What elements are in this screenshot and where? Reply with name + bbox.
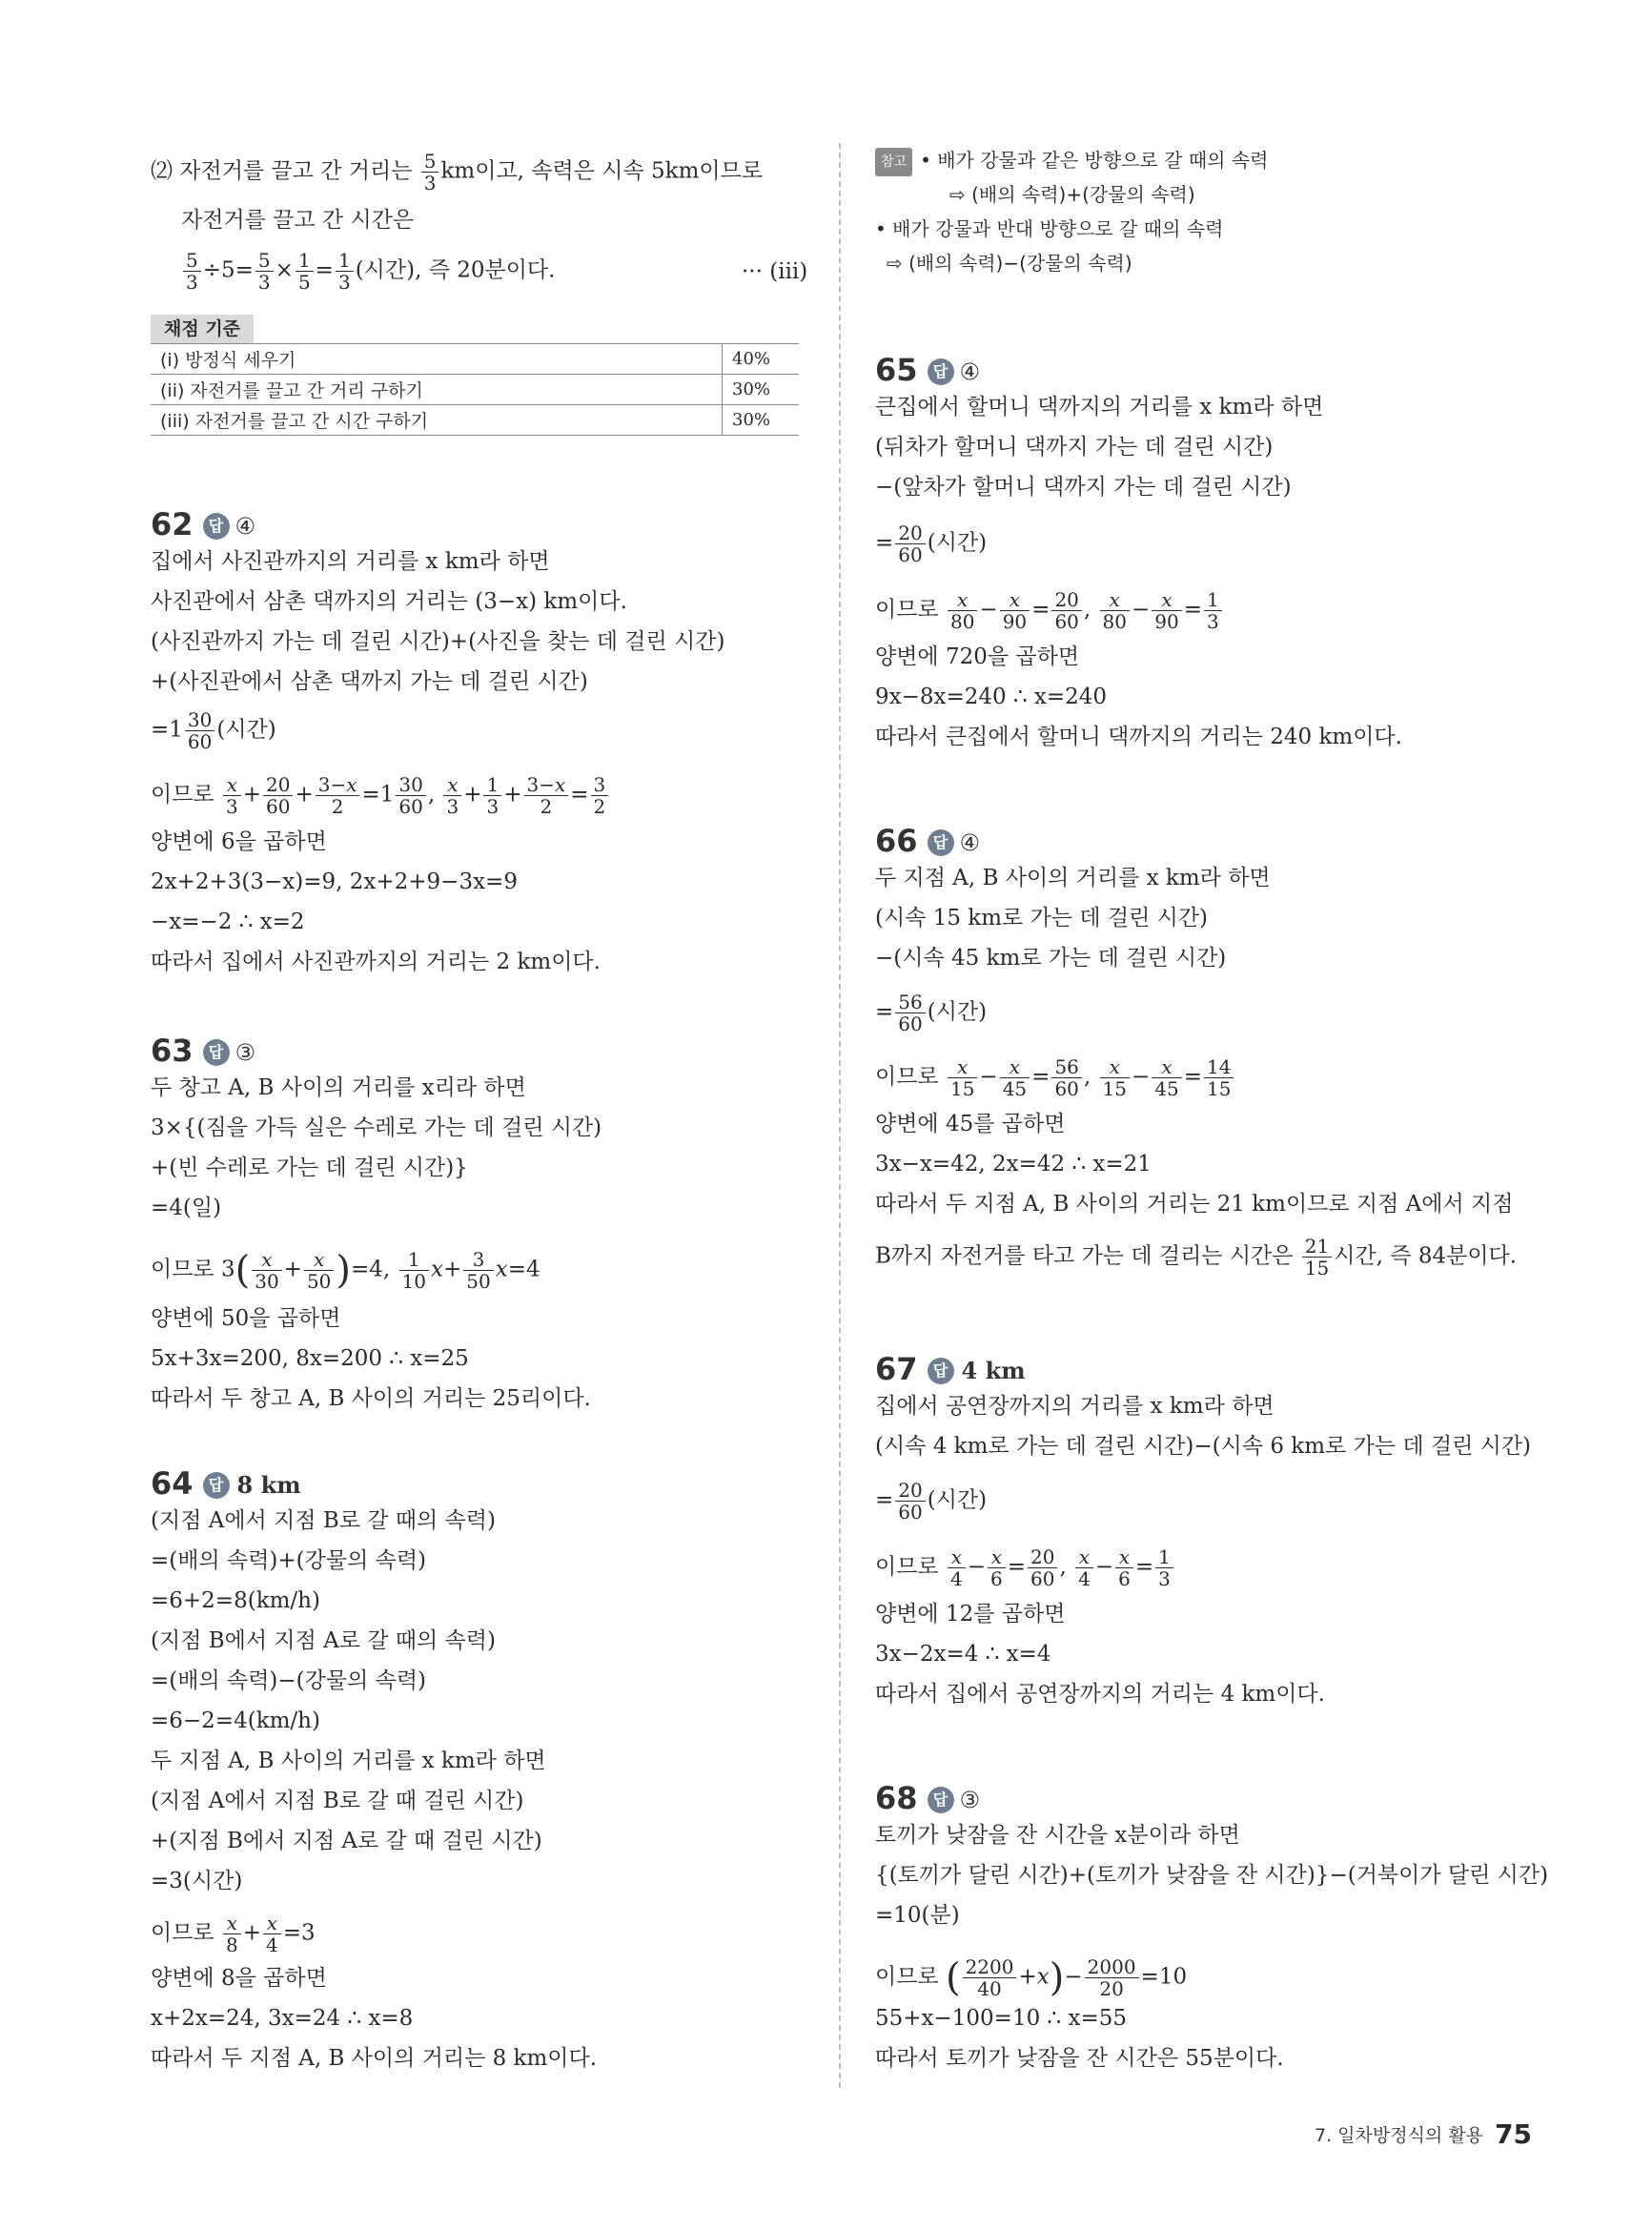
p64-line: =3(시간) <box>151 1869 243 1893</box>
sol61-line1: ⑵ 자전거를 끌고 간 거리는 $\frac{5}{3}$ km이고, 속력은 시속 5km이므로 <box>151 150 764 194</box>
p66-line: 두 지점 A, B 사이의 거리를 x km라 하면 <box>875 866 1271 890</box>
p65-line: 따라서 큰집에서 할머니 댁까지의 거리는 240 km이다. <box>875 725 1402 749</box>
p66-line: 3x−x=42, 2x=42 ∴ x=21 <box>875 1152 1152 1176</box>
p62-line: 양변에 6을 곱하면 <box>151 829 327 854</box>
p67-line: 따라서 집에서 공연장까지의 거리는 4 km이다. <box>875 1682 1325 1707</box>
p67-line: 집에서 공연장까지의 거리를 x km라 하면 <box>875 1394 1275 1419</box>
p65-line: −(앞차가 할머니 댁까지 가는 데 걸린 시간) <box>875 475 1292 500</box>
answer-badge: 답 <box>928 358 954 385</box>
answer-badge: 답 <box>928 1358 954 1384</box>
p62-line: +(사진관에서 삼촌 댁까지 가는 데 걸린 시간) <box>151 669 588 694</box>
table-row: (iii) 자전거를 끌고 간 시간 구하기 30% <box>151 405 799 436</box>
criteria-title: 채점 기준 <box>151 315 254 343</box>
p68-line: 따라서 토끼가 낮잠을 잔 시간은 55분이다. <box>875 2046 1284 2071</box>
problem-62-header: 62 답 ④ <box>151 506 256 542</box>
p63-line: =4(일) <box>151 1196 222 1220</box>
criteria-table <box>151 343 799 436</box>
p62-equation: 이므로 $\frac{x}{3}$ + $\frac{20}{60}$ + $\frac{3-x}{2}$ =1 $\frac{30}{60}$ , $\frac{x}{3}$ + $\frac{1}{3}$ + $\frac{3-x}{2}$ = $\frac{3}{2}$ <box>151 774 610 817</box>
p64-line: (지점 A에서 지점 B로 갈 때의 속력) <box>151 1508 496 1533</box>
page-footer <box>1315 2118 1532 2150</box>
p66-line: (시속 15 km로 가는 데 걸린 시간) <box>875 906 1209 931</box>
problem-67-header: 67 답 4 km <box>875 1351 1026 1387</box>
answer-badge: 답 <box>203 513 230 540</box>
sol61-line3: $\frac{5}{3}$ ÷5= $\frac{5}{3}$ × $\frac{1}{5}$ = $\frac{1}{3}$ (시간), 즉 20분이다. <box>181 250 555 293</box>
p65-line: = $\frac{20}{60}$ (시간) <box>875 522 988 566</box>
column-divider <box>839 143 841 2088</box>
note-line3: • 배가 강물과 반대 방향으로 갈 때의 속력 <box>875 217 1224 240</box>
p67-line: 양변에 12를 곱하면 <box>875 1602 1066 1626</box>
p64-line: +(지점 B에서 지점 A로 갈 때 걸린 시간) <box>151 1829 542 1853</box>
page-number: 75 <box>1495 2118 1532 2150</box>
p62-line: (사진관까지 가는 데 걸린 시간)+(사진을 찾는 데 걸린 시간) <box>151 629 725 654</box>
p64-line: =(배의 속력)−(강물의 속력) <box>151 1668 427 1693</box>
chapter-title: 7. 일차방정식의 활용 <box>1314 2125 1484 2146</box>
p63-line: 두 창고 A, B 사이의 거리를 x리라 하면 <box>151 1075 526 1100</box>
p64-line: 양변에 8을 곱하면 <box>151 1966 327 1991</box>
p64-equation: 이므로 $\frac{x}{8}$ + $\frac{x}{4}$ =3 <box>151 1912 316 1956</box>
problem-63-header: 63 답 ③ <box>151 1033 256 1069</box>
p65-line: 큰집에서 할머니 댁까지의 거리를 x km라 하면 <box>875 395 1324 419</box>
p66-line: = $\frac{56}{60}$ (시간) <box>875 991 988 1035</box>
p68-line: =10(분) <box>875 1903 960 1928</box>
p62-line: 집에서 사진관까지의 거리를 x km라 하면 <box>151 549 550 574</box>
sol61-step-mark: ··· (iii) <box>742 259 808 284</box>
p63-line: 3×{(짐을 가득 실은 수레로 가는 데 걸린 시간) <box>151 1115 602 1140</box>
table-row: (ii) 자전거를 끌고 간 거리 구하기 30% <box>151 375 799 405</box>
p68-equation: 이므로 ( $\frac{2200}{40}$ +x)− $\frac{2000}{20}$ =10 <box>875 1955 1188 2000</box>
note-badge: 참고 <box>875 148 912 176</box>
p62-line: =1 $\frac{30}{60}$ (시간) <box>151 708 276 753</box>
problem-65-header: 65 답 ④ <box>875 352 981 388</box>
note-line2: ⇨ (배의 속력)+(강물의 속력) <box>949 183 1195 206</box>
p62-line: 사진관에서 삼촌 댁까지의 거리는 (3−x) km이다. <box>151 589 627 614</box>
p64-line: x+2x=24, 3x=24 ∴ x=8 <box>151 2006 414 2031</box>
p68-line: 55+x−100=10 ∴ x=55 <box>875 2006 1127 2031</box>
p66-line: −(시속 45 km로 가는 데 걸린 시간) <box>875 946 1227 971</box>
problem-64-header: 64 답 8 km <box>151 1465 301 1502</box>
p63-line: +(빈 수레로 가는 데 걸린 시간)} <box>151 1156 468 1180</box>
answer-badge: 답 <box>203 1039 230 1066</box>
p64-line: =6+2=8(km/h) <box>151 1588 320 1613</box>
p66-line: 양변에 45를 곱하면 <box>875 1112 1066 1136</box>
table-row: (i) 방정식 세우기 40% <box>151 344 799 375</box>
answer-badge: 답 <box>928 829 954 856</box>
p62-line: −x=−2 ∴ x=2 <box>151 910 305 934</box>
p65-line: 9x−8x=240 ∴ x=240 <box>875 685 1108 709</box>
p65-line: 양변에 720을 곱하면 <box>875 644 1080 669</box>
p65-equation: 이므로 $\frac{x}{80}$ − $\frac{x}{90}$ = $\frac{20}{60}$ , $\frac{x}{80}$ − $\frac{x}{90}$ = $\frac{1}{3}$ <box>875 589 1224 632</box>
p68-line: {(토끼가 달린 시간)+(토끼가 낮잠을 잔 시간)}−(거북이가 달린 시간) <box>875 1863 1549 1888</box>
p64-line: 두 지점 A, B 사이의 거리를 x km라 하면 <box>151 1749 546 1773</box>
p66-equation: 이므로 $\frac{x}{15}$ − $\frac{x}{45}$ = $\frac{56}{60}$ , $\frac{x}{15}$ − $\frac{x}{45}$ = $\frac{14}{15}$ <box>875 1056 1235 1099</box>
p63-line: 따라서 두 창고 A, B 사이의 거리는 25리이다. <box>151 1386 591 1411</box>
p62-line: 2x+2+3(3−x)=9, 2x+2+9−3x=9 <box>151 869 518 894</box>
p67-line: (시속 4 km로 가는 데 걸린 시간)−(시속 6 km로 가는 데 걸린 시간) <box>875 1434 1532 1459</box>
p64-line: (지점 B에서 지점 A로 갈 때의 속력) <box>151 1628 496 1653</box>
p64-line: (지점 A에서 지점 B로 갈 때 걸린 시간) <box>151 1789 524 1813</box>
p67-line: 3x−2x=4 ∴ x=4 <box>875 1642 1051 1667</box>
note-line1: 참고 • 배가 강물과 같은 방향으로 갈 때의 속력 <box>875 147 1268 176</box>
p66-line: B까지 자전거를 타고 가는 데 걸리는 시간은 $\frac{21}{15}$ 시간, 즉 84분이다. <box>875 1235 1518 1279</box>
p64-line: =(배의 속력)+(강물의 속력) <box>151 1548 427 1573</box>
p63-line: 5x+3x=200, 8x=200 ∴ x=25 <box>151 1346 469 1371</box>
p63-equation: 이므로 3( $\frac{x}{30}$ + $\frac{x}{50}$ )=4, $\frac{1}{10}$ x+ $\frac{3}{50}$ x=4 <box>151 1248 540 1293</box>
note-line4: ⇨ (배의 속력)−(강물의 속력) <box>887 252 1132 275</box>
answer-badge: 답 <box>203 1472 230 1499</box>
p65-line: (뒤차가 할머니 댁까지 가는 데 걸린 시간) <box>875 435 1274 460</box>
p66-line: 따라서 두 지점 A, B 사이의 거리는 21 km이므로 지점 A에서 지점 <box>875 1192 1514 1217</box>
p68-line: 토끼가 낮잠을 잔 시간을 x분이라 하면 <box>875 1823 1240 1848</box>
answer-badge: 답 <box>928 1787 954 1813</box>
p64-line: =6−2=4(km/h) <box>151 1708 320 1733</box>
p62-line: 따라서 집에서 사진관까지의 거리는 2 km이다. <box>151 950 601 974</box>
p63-line: 양변에 50을 곱하면 <box>151 1306 341 1331</box>
p64-line: 따라서 두 지점 A, B 사이의 거리는 8 km이다. <box>151 2046 598 2071</box>
problem-66-header: 66 답 ④ <box>875 823 981 859</box>
p67-equation: 이므로 $\frac{x}{4}$ − $\frac{x}{6}$ = $\frac{20}{60}$ , $\frac{x}{4}$ − $\frac{x}{6}$ = $\frac{1}{3}$ <box>875 1546 1175 1589</box>
problem-68-header: 68 답 ③ <box>875 1780 981 1816</box>
sol61-line2: 자전거를 끌고 간 시간은 <box>181 208 415 233</box>
p67-line: = $\frac{20}{60}$ (시간) <box>875 1479 988 1524</box>
